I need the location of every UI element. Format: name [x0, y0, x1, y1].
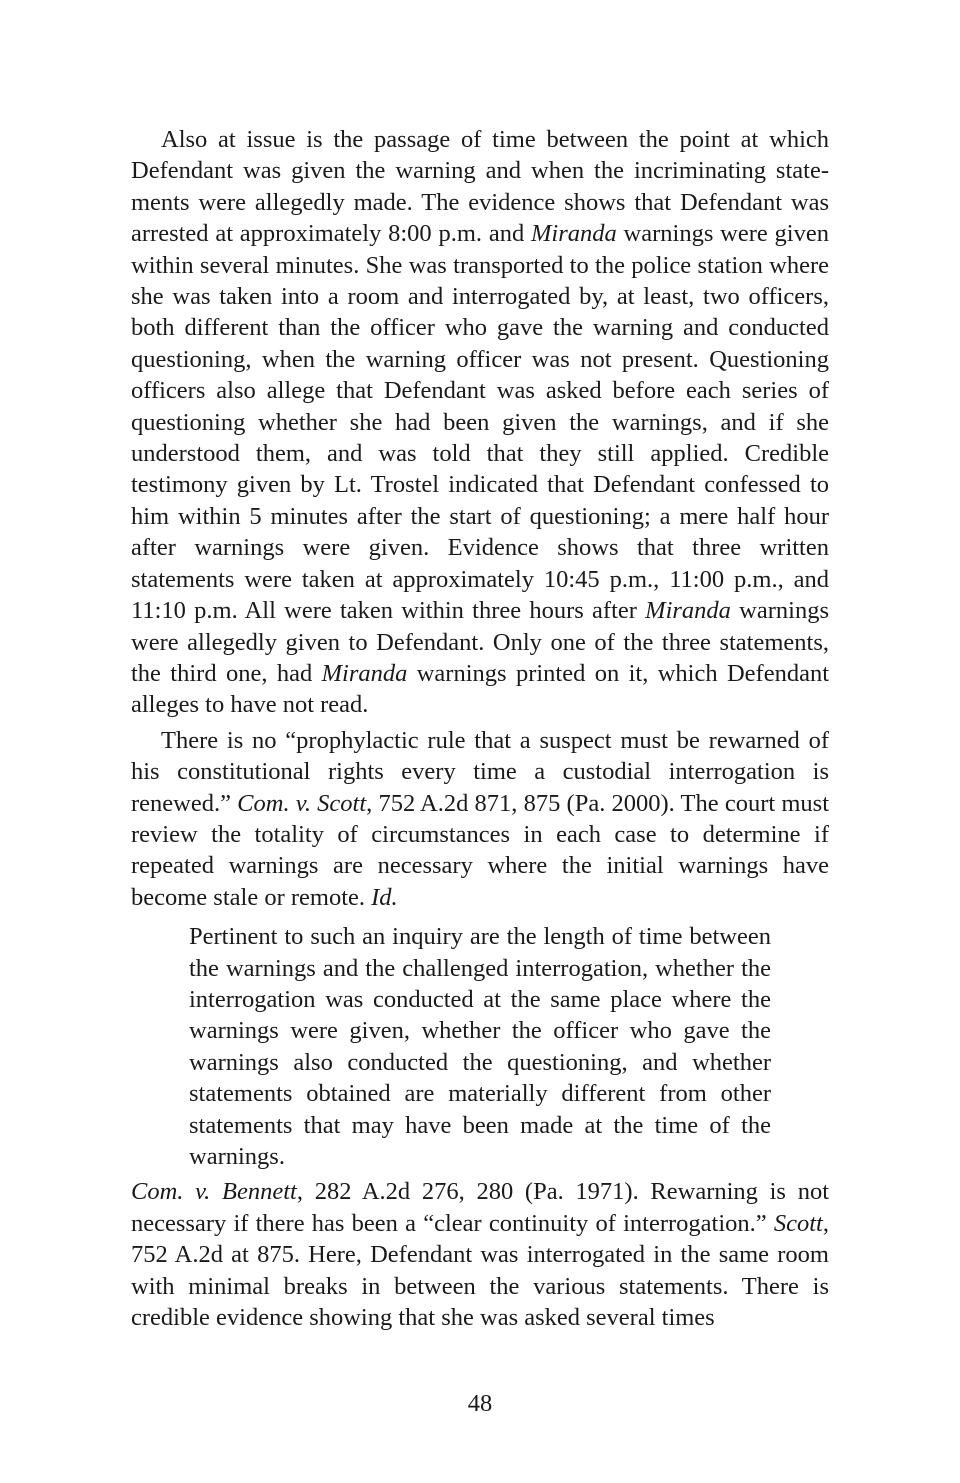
paragraph-text: , 282 A.2d 276, 280 (Pa. 1971). Rewarning is not necessary if there has been a “clear continuity of interrogation.” — [131, 1178, 829, 1237]
page-number: 48 — [467, 1390, 493, 1417]
paragraph-text: , 752 A.2d at 875. Here, Defendant was interrogated in the same room with minimal breaks in between the various statements. There is credible evidence showing that she was asked several times — [131, 1209, 829, 1332]
paragraph-rewarning-rule — [131, 725, 829, 913]
paragraph-text: , 752 A.2d 871, 875 (Pa. 2000). The court must review the totality of circumstances in each case to determine if repeated warnings are necessary where the initial warnings have become stale or remote. — [131, 789, 829, 911]
block-quote: Pertinent to such an inquiry are the length of time between the warnings and the challenged interrogation, whether the interrogation was conducted at the same place where the warnings were given, whether the officer who gave the warnings also conducted the questioning, and whether statements obtained are materially different from other statements that may have been made at the time of the warnings. — [189, 923, 771, 1170]
case-citation-scott: Com. v. Scott — [237, 789, 367, 817]
id-citation: Id. — [371, 883, 398, 911]
paragraph-passage-of-time — [131, 124, 829, 721]
miranda-term: Miranda — [321, 659, 408, 687]
paragraph-text: There is no “prophylactic rule that a suspect must be rewarned of his constitutional rights every time a custodial interrogation is renewed.” — [131, 726, 829, 817]
page-body — [131, 124, 829, 1333]
case-citation-bennett: Com. v. Bennett — [131, 1178, 297, 1206]
paragraph-text: warnings were given within several minutes. She was transported to the police station where she was taken into a room and interrogated by, at least, two officers, both different than the officer who gave the warning and conducted questioning, when the warning officer was not present. Questioning officers also allege that Defendant was asked before each series of questioning whether she had been given the warnings, and if she understood them, and was told that they still applied. Credible testimony given by Lt. Trostel indicated that Defendant confessed to him within 5 minutes after the start of questioning; a mere half hour after warnings were given. Evidence shows that three written statements were taken at approximately 10:45 p.m., 11:00 p.m., and 11:10 p.m. All were taken within three hours after — [131, 220, 829, 625]
paragraph-continuity — [131, 1176, 829, 1333]
miranda-term: Miranda — [531, 220, 617, 248]
case-citation-scott-short: Scott — [773, 1209, 823, 1237]
miranda-term: Miranda — [645, 597, 731, 625]
paragraph-text: warnings printed on it, which Defendant alleges to have not read. — [131, 659, 830, 719]
paragraph-text: Also at issue is the passage of time between the point at which Defendant was given the warning and when the incriminating statements were allegedly made. The evidence shows that Defendant was arrested at approximately 8:00 p.m. and — [131, 126, 829, 248]
paragraph-text: warnings were allegedly given to Defendant. Only one of the three statements, the third one, had — [131, 597, 829, 687]
